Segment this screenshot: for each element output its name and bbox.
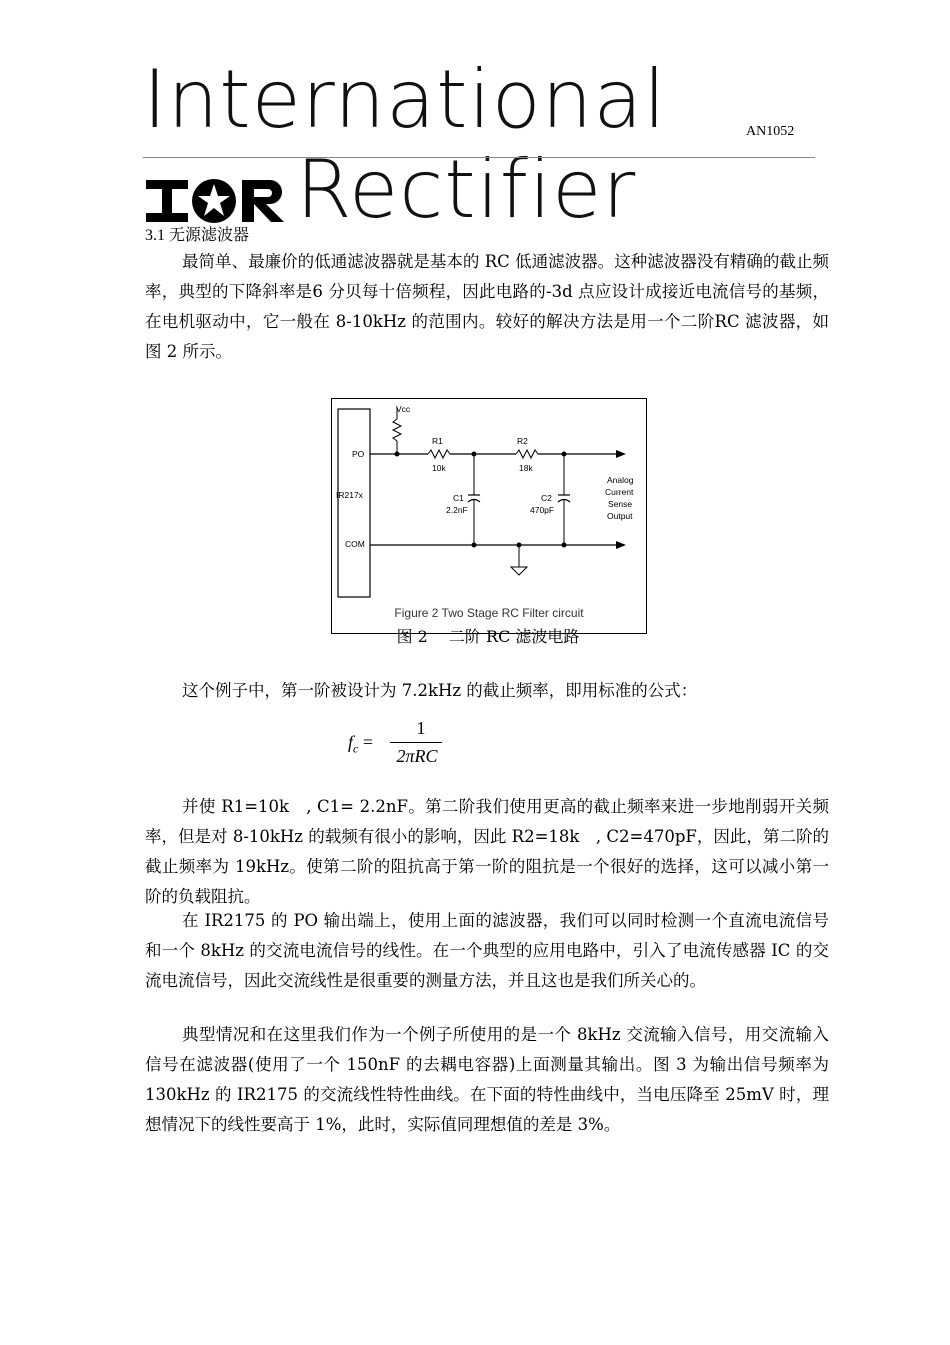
vcc-label: Vcc — [396, 404, 411, 414]
ic-label: IR217x — [336, 490, 363, 500]
formula-equals: = — [362, 732, 373, 752]
paragraph-ir2175-po-output: 在 IR2175 的 PO 输出端上，使用上面的滤波器，我们可以同时检测一个直流电流信号和一个 8kHz 的交流电流信号的线性。在一个典型的应用电路中，引入了电流传感器 IC 的交流电流信号，因此交流线性是很重要的测量方法，并且这也是我们所关心的。 — [145, 911, 829, 990]
c1-value: 2.2nF — [446, 505, 468, 515]
logo-rectifier-text: Rectifier — [296, 143, 637, 236]
r2-value: 18k — [519, 463, 533, 473]
c1-label: C1 — [453, 493, 464, 503]
formula-numerator: 1 — [416, 718, 426, 738]
paragraph-rc-filter-intro: 最简单、最廉价的低通滤波器就是基本的 RC 低通滤波器。这种滤波器没有精确的截止频率，典型的下降斜率是6 分贝每十倍频程，因此电路的-3d 点应设计成接近电流信号的基频，在电机驱动中，它一般在 8-10kHz 的范围内。较好的解决方法是用一个二阶RC 滤波器，如图 2 所示。 — [145, 252, 829, 361]
figure-two-stage-rc-filter — [331, 398, 647, 634]
ior-logo — [146, 178, 291, 228]
po-pin-label: PO — [352, 449, 365, 459]
formula-f: f — [348, 732, 354, 752]
document-number: AN1052 — [746, 124, 795, 139]
header-divider — [143, 157, 815, 158]
formula-fraction-bar — [390, 742, 442, 743]
figure-caption-english: Figure 2 Two Stage RC Filter circuit — [394, 606, 584, 620]
r1-label: R1 — [432, 436, 443, 446]
output-label-line-2: Current — [605, 487, 634, 497]
paragraph-ac-linearity: 典型情况和在这里我们作为一个例子所使用的是一个 8kHz 交流输入信号，用交流输入信号在滤波器(使用了一个 150nF 的去耦电容器)上面测量其输出。图 3 为输出信号频率为 130kHz 的 IR2175 的交流线性特性曲线。在下面的特性曲线中，当电压降至 25mV 时，理想情况下的线性要高于 1%，此时，实际值同理想值的差是 3%。 — [145, 1025, 829, 1134]
r2-label: R2 — [517, 436, 528, 446]
paragraph-component-values: 并使 R1=10k , C1= 2.2nF。第二阶我们使用更高的截止频率来进一步地削弱开关频率，但是对 8-10kHz 的载频有很小的影响，因此 R2=18k , C2=470pF，因此，第二阶的截止频率为 19kHz。使第二阶的阻抗高于第一阶的阻抗是一个很好的选择，这可以减小第一阶的负载阻抗。 — [145, 797, 829, 906]
formula-lhs — [348, 732, 373, 757]
ior-logo-mark-icon — [146, 178, 291, 224]
figure-caption-chinese: 图 2 二阶 RC 滤波电路 — [396, 627, 580, 646]
rc-filter-circuit-diagram — [332, 399, 646, 633]
formula-denominator: 2πRC — [396, 746, 438, 766]
logo-international-text: International — [143, 53, 667, 146]
output-label-line-1: Analog — [607, 475, 634, 485]
com-pin-label: COM — [345, 539, 365, 549]
c2-label: C2 — [541, 493, 552, 503]
section-heading: 3.1 无源滤波器 — [145, 227, 250, 244]
output-label-line-4: Output — [607, 511, 633, 521]
formula-subscript: c — [353, 741, 359, 756]
output-label-line-3: Sense — [608, 499, 633, 509]
c2-value: 470pF — [530, 505, 555, 515]
r1-value: 10k — [432, 463, 446, 473]
paragraph-example: 这个例子中，第一阶被设计为 7.2kHz 的截止频率，即用标准的公式： — [182, 681, 698, 700]
